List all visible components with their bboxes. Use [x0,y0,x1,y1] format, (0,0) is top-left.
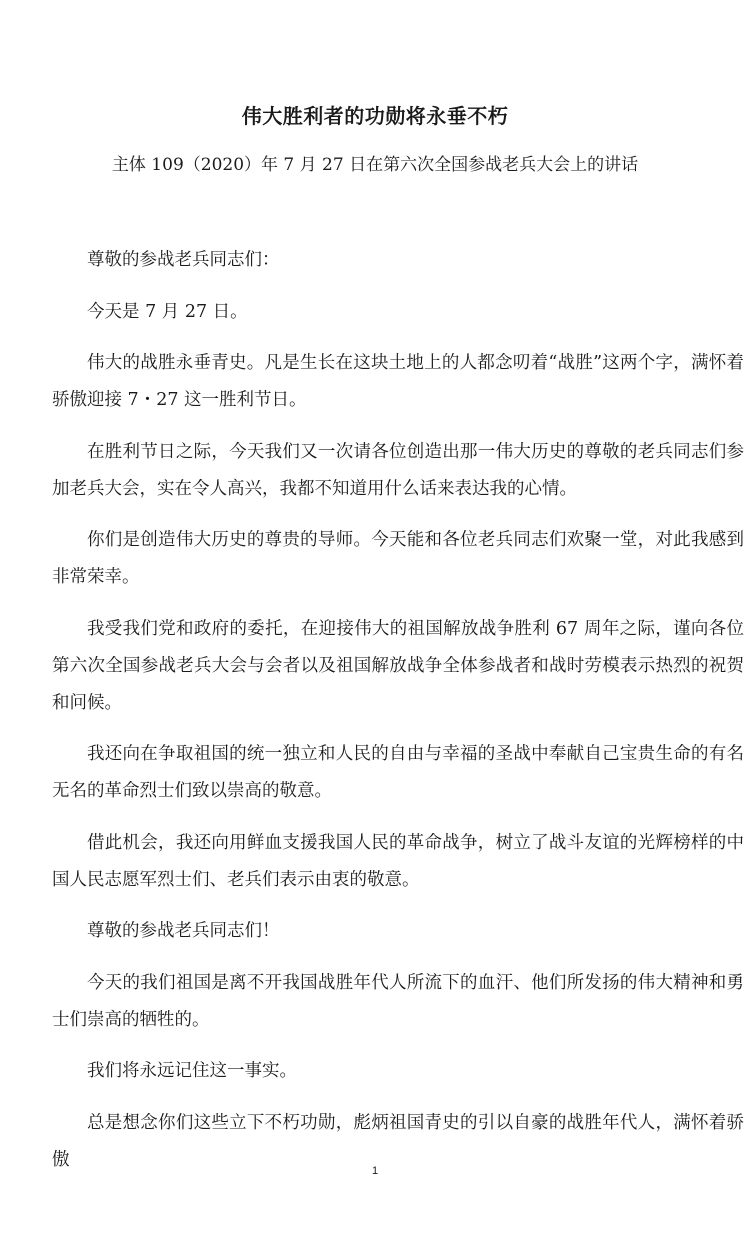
page-number: 1 [371,1165,379,1177]
paragraph: 我受我们党和政府的委托，在迎接伟大的祖国解放战争胜利 67 周年之际，谨向各位第六次全国参战老兵大会与会者以及祖国解放战争全体参战者和战时劳模表示热烈的祝贺和问候。 [52,618,744,713]
paragraph-salutation: 尊敬的参战老兵同志们！ [87,921,280,941]
paragraph: 今天的我们祖国是离不开我国战胜年代人所流下的血汗、他们所发扬的伟大精神和勇士们崇高的牺牲的。 [52,972,744,1030]
paragraph: 借此机会，我还向用鲜血支援我国人民的革命战争，树立了战斗友谊的光辉榜样的中国人民志愿军烈士们、老兵们表示由衷的敬意。 [52,832,744,890]
paragraph: 我还向在争取祖国的统一独立和人民的自由与幸福的圣战中奉献自己宝贵生命的有名无名的革命烈士们致以崇高的敬意。 [52,744,744,801]
paragraph: 伟大的战胜永垂青史。凡是生长在这块土地上的人都念叨着“战胜”这两个字，满怀着骄傲迎接 7・27 这一胜利节日。 [52,353,744,410]
paragraph: 总是想念你们这些立下不朽功勋，彪炳祖国青史的引以自豪的战胜年代人，满怀着骄傲 [52,1112,744,1170]
document-body [52,242,744,1193]
document-subtitle: 主体 109（2020）年 7 月 27 日在第六次全国参战老兵大会上的讲话 [111,155,639,175]
document-title: 伟大胜利者的功勋将永垂不朽 [241,104,509,128]
paragraph: 你们是创造伟大历史的尊贵的导师。今天能和各位老兵同志们欢聚一堂，对此我感到非常荣幸。 [52,530,744,587]
paragraph: 今天是 7 月 27 日。 [87,301,248,322]
paragraph-salutation: 尊敬的参战老兵同志们： [87,250,280,270]
paragraph: 我们将永远记住这一事实。 [87,1061,297,1081]
paragraph: 在胜利节日之际，今天我们又一次请各位创造出那一伟大历史的尊敬的老兵同志们参加老兵大会，实在令人高兴，我都不知道用什么话来表达我的心情。 [52,441,744,499]
